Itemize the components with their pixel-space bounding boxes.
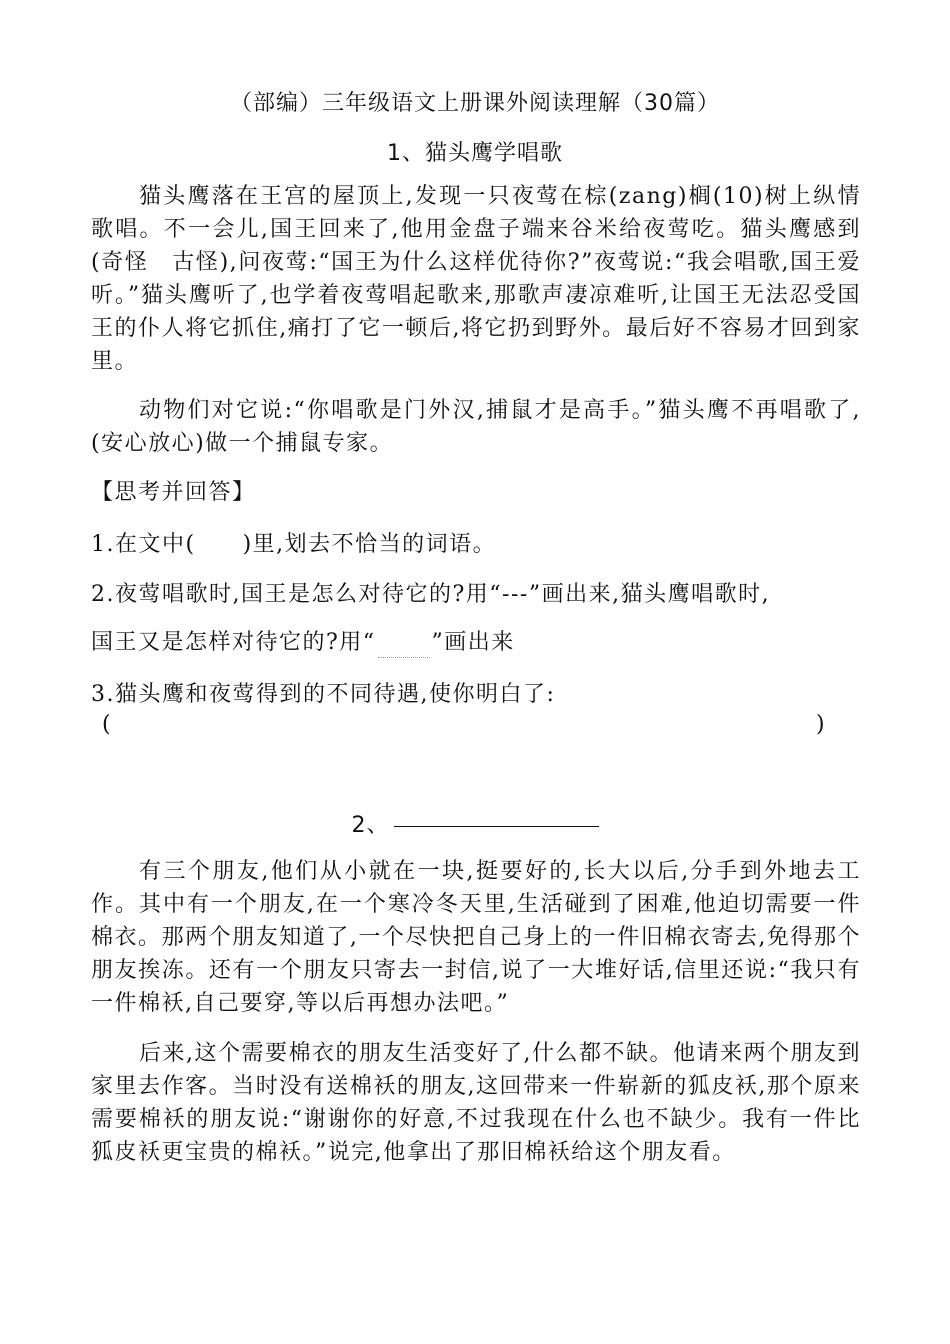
story1-paragraph-2: 动物们对它说:“你唱歌是门外汉,捕鼠才是高手。”猫头鹰不再唱歌了,(安心放心)做一个捕鼠专家。 [91,398,861,456]
questions-header: 【思考并回答】 [91,480,256,505]
question-3: 3.猫头鹰和夜莺得到的不同待遇,使你明白了: [91,682,556,707]
title-blank-line [394,825,599,827]
question-2-text-a: 国王又是怎样对待它的?用“ [91,630,376,655]
story2-title [0,808,950,839]
story2-paragraph-1: 有三个朋友,他们从小就在一块,挺要好的,长大以后,分手到外地去工作。其中有一个朋友,在一个寒冷冬天里,生活碰到了困难,他迫切需要一件棉衣。那两个朋友知道了,一个尽快把自己身上的一件旧棉衣寄去,免得那个朋友挨冻。还有一个朋友只寄去一封信,说了一大堆好话,信里还说:“我只有一件棉袄,自己要穿,等以后再想办法吧。” [91,859,861,1016]
question-2-text-b: ”画出来 [431,630,515,655]
story2-number: 2、 [351,813,390,838]
story2-paragraph-2: 后来,这个需要棉衣的朋友生活变好了,什么都不缺。他请来两个朋友到家里去作客。当时没有送棉袄的朋友,这回带来一件崭新的狐皮袄,那个原来需要棉袄的朋友说:“谢谢你的好意,不过我现在什么也不缺少。我有一件比狐皮袄更宝贵的棉袄。”说完,他拿出了那旧棉袄给这个朋友看。 [91,1041,861,1165]
question-1: 1.在文中( )里,划去不恰当的词语。 [91,532,497,557]
question-2-line-2 [91,628,881,658]
story1-title: 1、猫头鹰学唱歌 [387,141,563,166]
story1-paragraph-1: 猫头鹰落在王宫的屋顶上,发现一只夜莺在棕(zang)榈(10)树上纵情歌唱。不一会儿,国王回来了,他用金盘子端来谷米给夜莺吃。猫头鹰感到(奇怪 古怪),问夜莺:“国王为什么这样优待你?”夜莺说:“我会唱歌,国王爱听。”猫头鹰听了,也学着夜莺唱起歌来,那歌声凄凉难听,让国王无法忍受国王的仆人将它抓住,痛打了它一顿后,将它扔到野外。最后好不容易才回到家里。 [91,184,861,374]
document-title: （部编）三年级语文上册课外阅读理解（30篇） [230,91,720,116]
answer-paren-close: ) [816,712,825,737]
question-2-line-1: 2.夜莺唱歌时,国王是怎么对待它的?用“---”画出来,猫头鹰唱歌时, [91,582,771,607]
wavy-underline-mark [378,637,430,658]
answer-paren-open: ( [102,712,111,737]
